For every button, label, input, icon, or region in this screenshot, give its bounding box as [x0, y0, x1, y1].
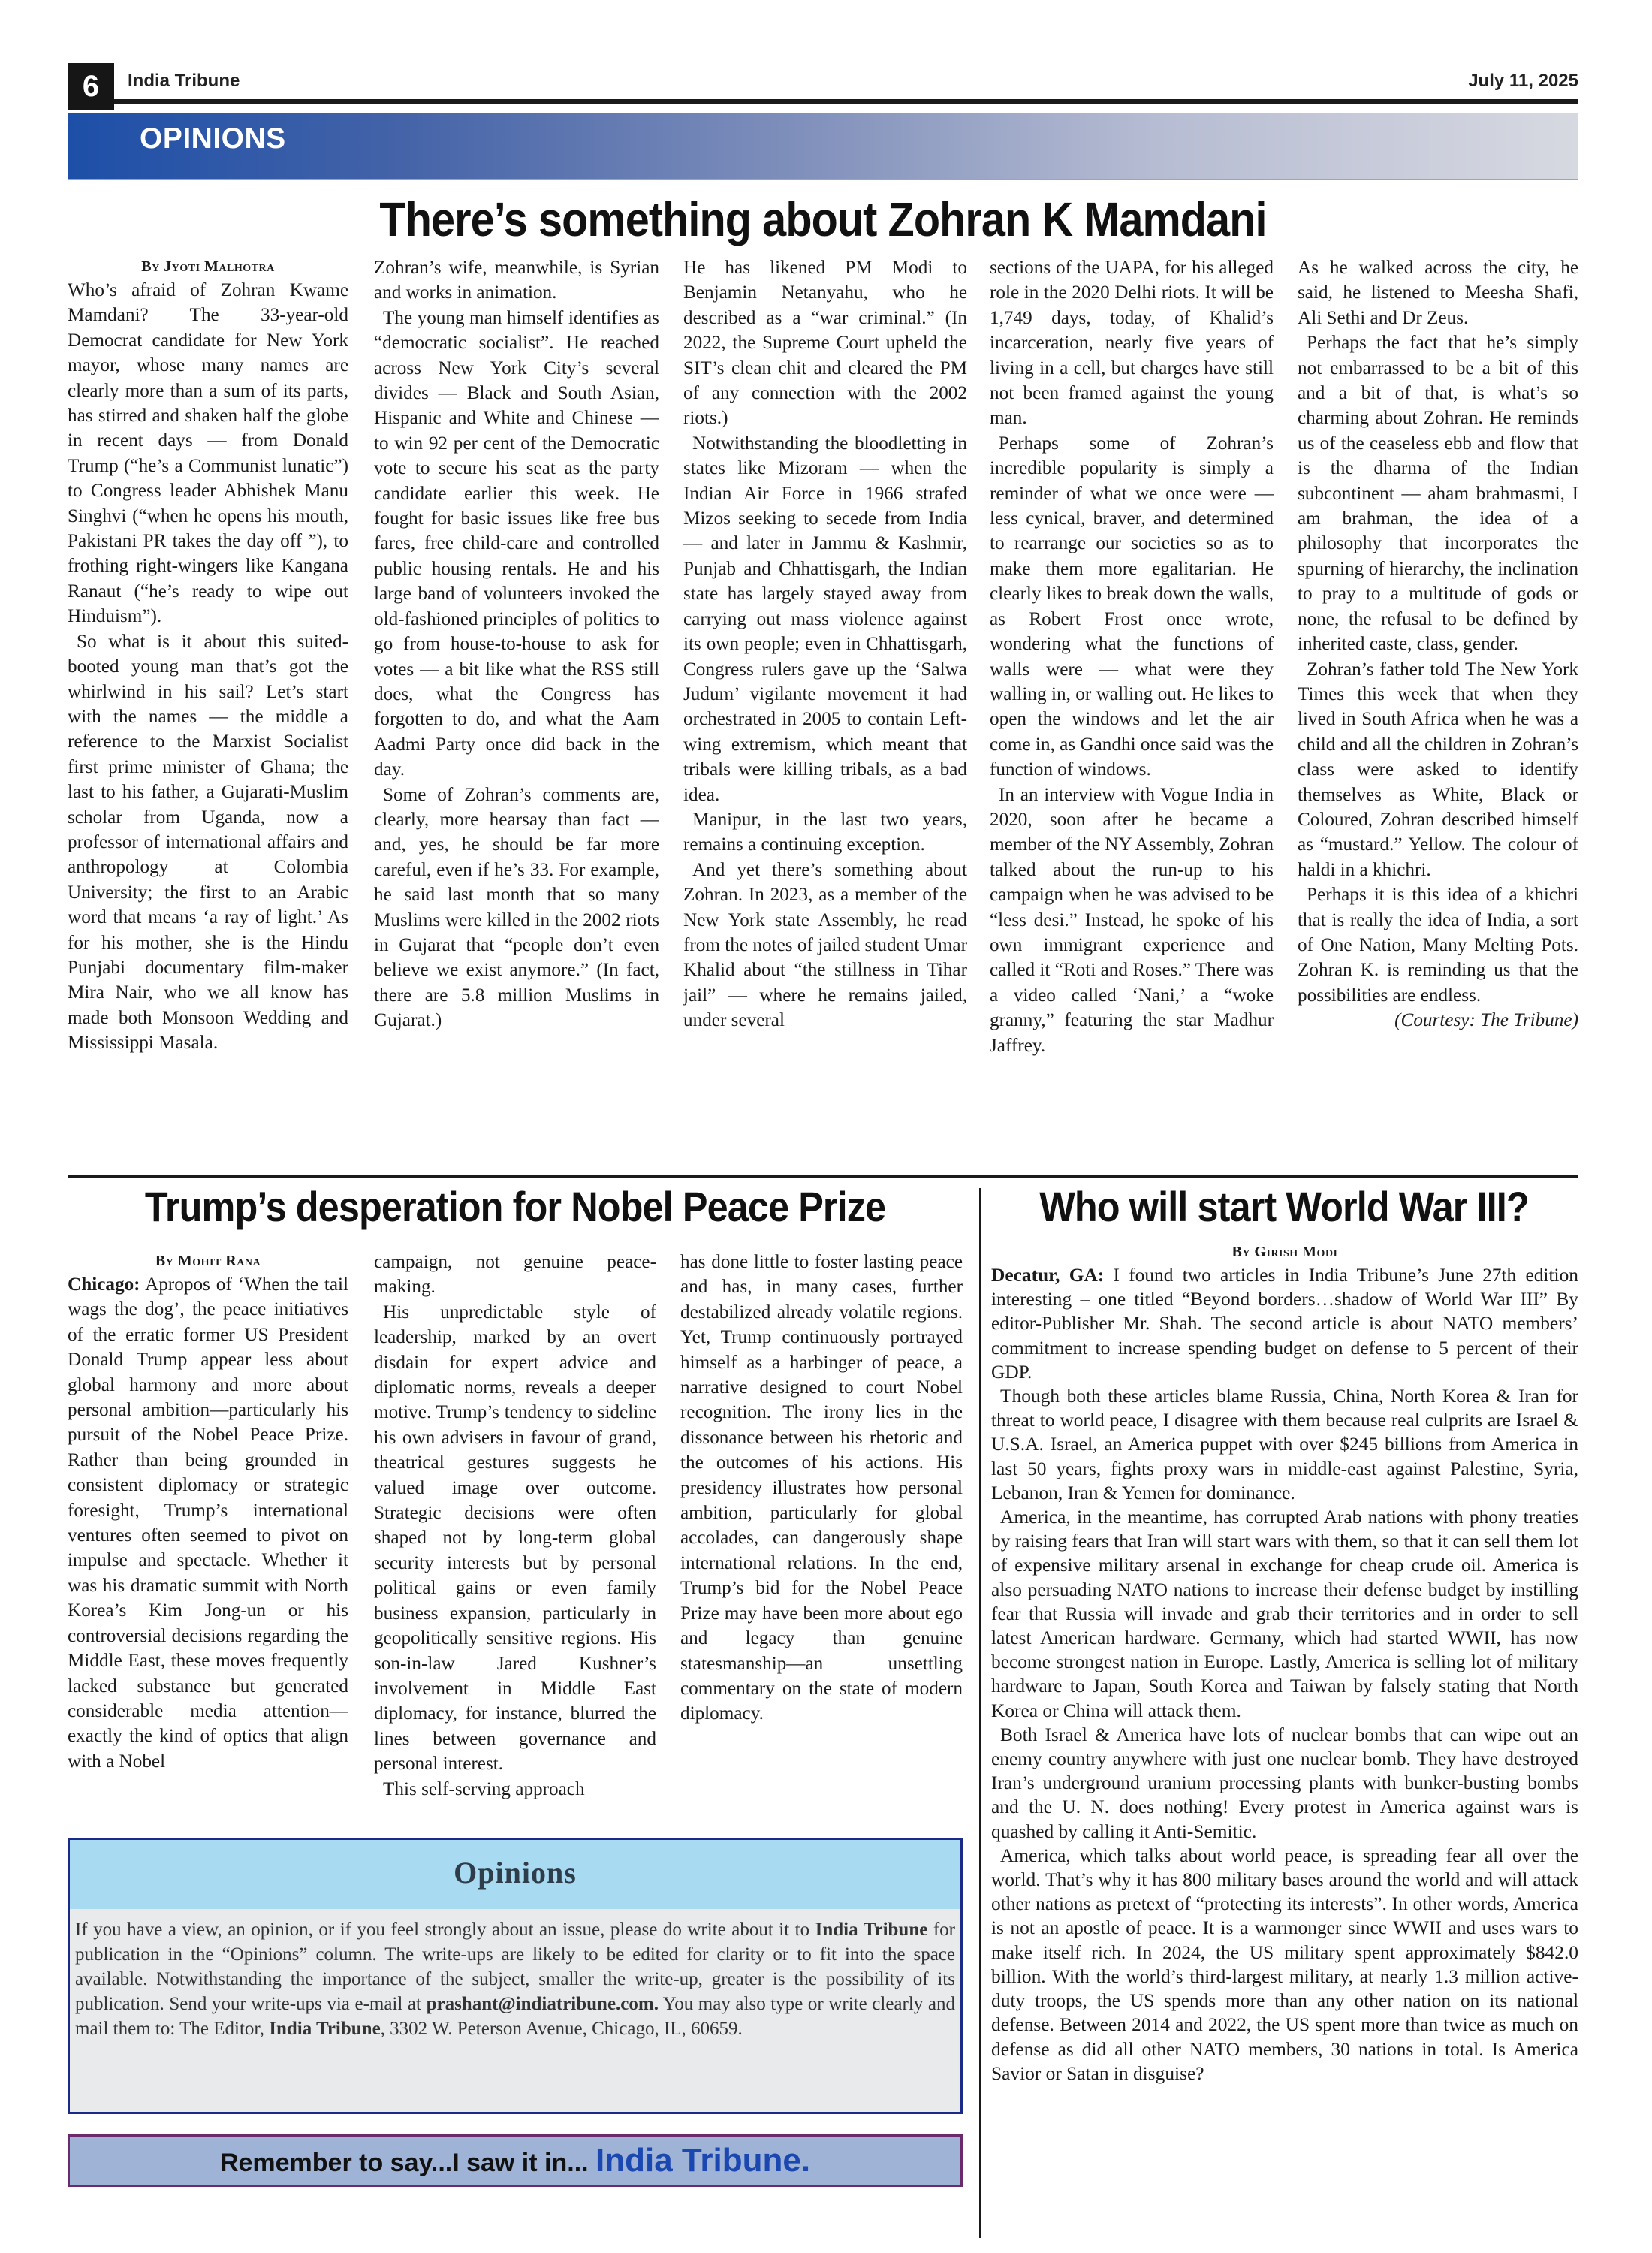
article1-paragraph: Perhaps the fact that he’s simply not embarrassed to be a bit of this and a bit of that, is what’s so charming about Zohran. He reminds us of the ceaseless ebb and flow that is the dharma of the Indian subcontinent — aham brahmasmi, I am brahman, the idea of a philosophy that incorporates the spurning of hierarchy, the inclination to pray to a multitude of gods or none, the refusal to be defined by inherited caste, class, gender.	[1298, 333, 1578, 655]
article3-byline: By Girish Modi	[1231, 1244, 1338, 1260]
article3-headline: Who will start World War III?	[1039, 1183, 1529, 1230]
promo-banner-text: Remember to say...I saw it in... India Tribune.	[219, 2142, 811, 2179]
article1-byline: By Jyoti Malhotra	[141, 258, 275, 275]
article2-headline: Trump’s desperation for Nobel Peace Prize	[144, 1183, 886, 1230]
article1-paragraph: Zohran’s wife, meanwhile, is Syrian and works in animation.	[374, 258, 659, 303]
article2-byline: By Mohit Rana	[155, 1253, 261, 1269]
article1-courtesy: (Courtesy: The Tribune)	[1394, 1010, 1578, 1031]
section-title: OPINIONS	[140, 122, 286, 155]
section-band-underline	[68, 179, 1578, 180]
article3-paragraph: Though both these articles blame Russia, China, North Korea & Iran for threat to world peace, I disagree with them because real culprits are Israel & U.S.A. Israel, an America puppet with over $245 billions from America in last 50 years, fights proxy wars in middle-east against Palestine, Syria, Lebanon, Iran & Yemen for dominance.	[991, 1386, 1578, 1504]
article1-paragraph: Manipur, in the last two years, remains a continuing exception.	[683, 809, 967, 855]
article2-column-2	[374, 1250, 656, 1828]
section-divider	[68, 1175, 1578, 1178]
column-separator	[979, 1188, 981, 2238]
article2-column-1	[68, 1250, 348, 1828]
article3-body	[991, 1241, 1578, 2243]
article1-column-1	[68, 255, 348, 1164]
article1-paragraph: So what is it about this suited-booted young man that’s got the whirlwind in his sail? Let’s start with the names — the middle a reference to the Marxist Socialist first prime minister of Ghana; the last to his father, a Gujarati-Muslim scholar from Uganda, now a professor of international affairs and anthropology at Colombia University; the first to an Arabic word that means ‘a ray of light.’ As for his mother, she is the Hindu Punjabi documentary film-maker Mira Nair, who we all know has made both Monsoon Wedding and Mississippi Masala.	[68, 631, 348, 1054]
article2-paragraph: has done little to foster lasting peace and has, in many cases, further destabilized already volatile regions. Yet, Trump continuously portrayed himself as a harbinger of peace, a narrative designed to court Nobel recognition. The irony lies in the dissonance between his rhetoric and the outcomes of his actions. His presidency illustrates how personal ambition, particularly for global accolades, can dangerously shape international relations. In the end, Trump’s bid for the Nobel Peace Prize may have been more about ego and legacy than genuine statesmanship—an unsettling commentary on the state of modern diplomacy.	[680, 1252, 963, 1724]
article3-paragraph: Both Israel & America have lots of nuclear bombs that can wipe out an enemy country anywhere with just one nuclear bomb. They have destroyed Iran’s underground uranium processing plants with bunker-busting bombs and the U. N. does nothing! Every protest in America against wars is quashed by calling it Anti-Semitic.	[991, 1724, 1578, 1842]
article2-dateline: Chicago:	[68, 1274, 140, 1295]
page-number: 6	[68, 63, 114, 110]
article1-paragraph: As he walked across the city, he said, he listened to Meesha Shafi, Ali Sethi and Dr Zeus.	[1298, 258, 1578, 328]
article1-paragraph: Who’s afraid of Zohran Kwame Mamdani? The 33-year-old Democrat candidate for New York mayor, whose many names are clearly more than a sum of its parts, has stirred and shaken half the globe in recent days — from Donald Trump (“he’s a Communist lunatic”) to Congress leader Abhishek Manu Singhvi (“when he opens his mouth, Pakistani PR takes the day off ”), to frothing right-wingers like Kangana Ranaut (“he’s ready to wipe out Hinduism”).	[68, 280, 348, 627]
article1-paragraph: He has likened PM Modi to Benjamin Netanyahu, who he described as a “war criminal.” (In 2022, the Supreme Court upheld the SIT’s clean chit and cleared the PM of any connection with the 2002 riots.)	[683, 258, 967, 429]
article2-paragraph: This self-serving approach	[383, 1778, 585, 1799]
article3-dateline: Decatur, GA:	[991, 1265, 1105, 1286]
article3-paragraph: America, which talks about world peace, is spreading fear all over the world. That’s why it has 800 military bases around the world and will attack other nations as pretext of “protecting its interests”. In other words, America is not an apostle of peace. It is a warmonger since WWII and uses wars to make itself rich. In 2024, the US military spent approximately $842.0 billion. With the world’s third-largest military, at nearly 1.3 million active-duty troops, the US spends more than any other nation on its national defense. Between 2014 and 2022, the US spent more than twice as much on defense as did all other NATO members, 30 nations in total. Is America Savior or Satan in disguise?	[991, 1844, 1578, 2084]
article1-paragraph: In an interview with Vogue India in 2020, soon after he became a member of the NY Assembly, Zohran talked about the run-up to his campaign when he was advised to be “less desi.” Instead, he spoke of his own immigrant experience and called it “Roti and Roses.” There was a video called ‘Nani,’ a “woke granny,” featuring the star Madhur Jaffrey.	[990, 784, 1274, 1056]
opinions-box-text: If you have a view, an opinion, or if you feel strongly about an issue, please do write about it to India Tribune for publication in the “Opinions” column. The write-ups are likely to be edited for clarity or to fit into the space available. Notwithstanding the importance of the subject, smaller the write-up, greater is the possibility of its publication. Send your write-ups via e-mail at prashant@indiatribune.com. You may also type or write clearly and mail them to: The Editor, India Tribune, 3302 W. Peterson Avenue, Chicago, IL, 60659.	[75, 1920, 955, 2039]
submission-email-link[interactable]: prashant@indiatribune.com.	[426, 1994, 659, 2014]
article1-paragraph: Notwithstanding the bloodletting in states like Mizoram — when the Indian Air Force in 1966 strafed Mizos seeking to secede from India — and later in Jammu & Kashmir, Punjab and Chhattisgarh, the Indian state has largely stayed away from carrying out mass violence against its own people; even in Chhattisgarh, Congress rulers gave up the ‘Salwa Judum’ vigilante movement it had orchestrated in 2005 to contain Left-wing extremism, which meant that tribals were killing tribals, as a bad idea.	[683, 433, 967, 805]
article1-paragraph: And yet there’s something about Zohran. In 2023, as a member of the New York state Assembly, he read from the notes of jailed student Umar Khalid about “the stillness in Tihar jail” — where he remains jailed, under several	[683, 859, 967, 1031]
article2-paragraph: Chicago: Apropos of ‘When the tail wags the dog’, the peace initiatives of the erratic former US President Donald Trump appear less about global harmony and more about personal ambition—particularly his pursuit of the Nobel Peace Prize. Rather than being grounded in consistent diplomacy or strategic foresight, Trump’s international ventures often seemed to pivot on impulse and spectacle. Whether it was his dramatic summit with North Korea’s Kim Jong-un or his controversial decisions regarding the Middle East, these moves frequently lacked substance but generated considerable media attention—exactly the kind of optics that align with a Nobel	[68, 1274, 348, 1772]
article1-column-5	[1298, 255, 1578, 1164]
issue-date: July 11, 2025	[1468, 71, 1578, 91]
article1-paragraph: Perhaps some of Zohran’s incredible popularity is simply a reminder of what we once were — less cynical, braver, and determined to rearrange our societies so as to make them more egalitarian. He clearly likes to break down the walls, as Robert Frost once wrote, wondering what the functions of walls were — what were they walling in, or walling out. He likes to open the windows and let the air come in, as Gandhi once said was the function of windows.	[990, 433, 1274, 780]
article1-paragraph: sections of the UAPA, for his alleged role in the 2020 Delhi riots. It will be 1,749 days, today, of Khalid’s incarceration, nearly five years of living in a cell, but charges have still not been framed against the young man.	[990, 258, 1274, 429]
article3-paragraph: America, in the meantime, has corrupted Arab nations with phony treaties by raising fears that Iran will start wars with them, so that it can sell them lot of expensive military arsenal in exchange for cheap crude oil. America is also persuading NATO nations to increase their defense budget by instilling fear that Russia will invade and grab their territories and in order to sell latest American hardware. Germany, which had started WWII, has now become strongest nation in Europe. Lastly, America is selling lot of military hardware to Japan, South Korea and Taiwan by falsely stating that North Korea or China will attack them.	[991, 1507, 1578, 1721]
article1-column-4	[990, 255, 1274, 1164]
opinions-box-title: Opinions	[454, 1856, 577, 1890]
article1-paragraph: Some of Zohran’s comments are, clearly, more hearsay than fact — and, yes, he should be far more careful, even if he’s 33. For example, he said last month that so many Muslims were killed in the 2002 riots in Gujarat that “people don’t even believe we exist anymore.” (In fact, there are 5.8 million Muslims in Gujarat.)	[374, 784, 659, 1031]
article1-paragraph: Perhaps it is this idea of a khichri that is really the idea of India, a sort of One Nation, Many Melting Pots. Zohran K. is reminding us that the possibilities are endless.	[1298, 885, 1578, 1006]
article1-column-2	[374, 255, 659, 1164]
promo-banner-brand: India Tribune.	[595, 2142, 811, 2179]
article1-paragraph: Zohran’s father told The New York Times this week that when they lived in South Africa when he was a child and all the children in Zohran’s class were asked to identify themselves as White, Black or Coloured, Zohran described himself as “mustard.” Yellow. The colour of haldi in a khichri.	[1298, 659, 1578, 880]
article2-column-3	[680, 1250, 963, 1828]
publication-name: India Tribune	[128, 71, 240, 91]
section-band	[68, 113, 1578, 180]
article1-column-3	[683, 255, 967, 1164]
article3-paragraph: Decatur, GA: I found two articles in India Tribune’s June 27th edition interesting – one titled “Beyond borders…shadow of World War III” By editor-Publisher Mr. Shah. The second article is about NATO members’ commitment to increase spending budget on defense to 5 percent of their GDP.	[991, 1265, 1578, 1383]
article1-paragraph: The young man himself identifies as “democratic socialist”. He reached across New York City’s several divides — Black and South Asian, Hispanic and White and Chinese — to win 92 per cent of the Democratic vote to secure his seat as the party candidate earlier this week. He fought for basic issues like free bus fares, free child-care and controlled public housing rentals. He and his large band of volunteers invoked the old-fashioned principles of politics to go from house-to-house to ask for votes — a bit like what the RSS still does, what the Congress has forgotten to do, and what the Aam Aadmi Party once did back in the day.	[374, 307, 659, 780]
article1-headline: There’s something about Zohran K Mamdani	[379, 192, 1267, 246]
header-rule	[114, 99, 1578, 104]
article2-paragraph: His unpredictable style of leadership, marked by an overt disdain for expert advice and diplomatic norms, reveals a deeper motive. Trump’s tendency to sideline his own advisers in favour of grand, theatrical gestures suggests he valued image over outcome. Strategic decisions were often shaped not by long-term global security interests but by personal political gains or even family business expansion, particularly in geopolitically sensitive regions. His son-in-law Jared Kushner’s involvement in Middle East diplomacy, for instance, blurred the lines between governance and personal interest.	[374, 1301, 656, 1775]
article2-paragraph: campaign, not genuine peace-making.	[374, 1252, 656, 1298]
